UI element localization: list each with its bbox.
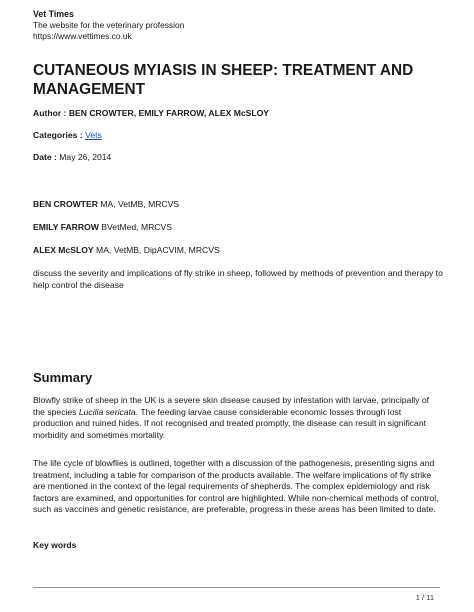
author-names: BEN CROWTER, EMILY FARROW, ALEX McSLOY	[68, 108, 270, 118]
author-label: Author :	[33, 108, 69, 118]
author-credit-quals: MA, VetMB, MRCVS	[97, 199, 180, 209]
author-credit-name: BEN CROWTER	[33, 199, 98, 209]
footer-divider	[33, 587, 440, 588]
category-link-vets[interactable]: Vets	[85, 130, 102, 140]
author-credit-name: EMILY FARROW	[33, 222, 99, 232]
site-tagline: The website for the veterinary profession	[33, 20, 185, 30]
date-label: Date :	[33, 152, 60, 162]
keywords-heading: Key words	[33, 540, 77, 550]
site-name: Vet Times	[33, 9, 74, 19]
summary-paragraph-1	[33, 395, 443, 441]
author-credit-name: ALEX McSLOY	[33, 245, 94, 255]
author-credit	[33, 199, 179, 209]
intro-paragraph: discuss the severity and implications of fly strike in sheep, followed by methods of prevention and therapy to help control the disease	[33, 268, 443, 290]
site-header	[33, 9, 184, 42]
page-number: 1 / 11	[415, 593, 434, 602]
summary-p1-text: . The feeding larvae cause considerable economic losses through lost production and ruined hides. If not recognised and treated promptly, the disease can result in significant morbidity and sometimes mortality.	[33, 406, 427, 440]
publish-date: May 26, 2014	[59, 152, 112, 162]
categories-label: Categories :	[33, 130, 86, 140]
summary-heading: Summary	[33, 370, 93, 385]
site-url[interactable]: https://www.vettimes.co.uk	[33, 31, 132, 41]
author-credit	[33, 245, 220, 255]
author-credit	[33, 222, 172, 232]
categories-line	[33, 130, 102, 140]
author-line	[33, 108, 269, 118]
species-name: Lucilia sericata	[78, 406, 136, 417]
date-line	[33, 152, 111, 162]
summary-p1-text: Blowfly strike of sheep in the UK is a severe skin disease caused by infestation with larvae, principally of the species	[33, 395, 429, 417]
author-credit-quals: BVetMed, MRCVS	[98, 222, 172, 232]
author-credit-quals: MA, VetMB, DipACVIM, MRCVS	[93, 245, 220, 255]
summary-paragraph-2: The life cycle of blowflies is outlined, together with a discussion of the pathogenesis, presenting signs and treatment, including a table for comparison of the products available. The welfare implications of fly strike are mentioned in the context of the legal requirements of shepherds. The complex epidemiology and risk factors are examined, and opportunities for control are highlighted. While non-chemical methods of control, such as vaccines and genetic resistance, are preferable, progress in these areas has been limited to date.	[33, 458, 439, 514]
article-title: CUTANEOUS MYIASIS IN SHEEP: TREATMENT AND MANAGEMENT	[33, 62, 414, 98]
